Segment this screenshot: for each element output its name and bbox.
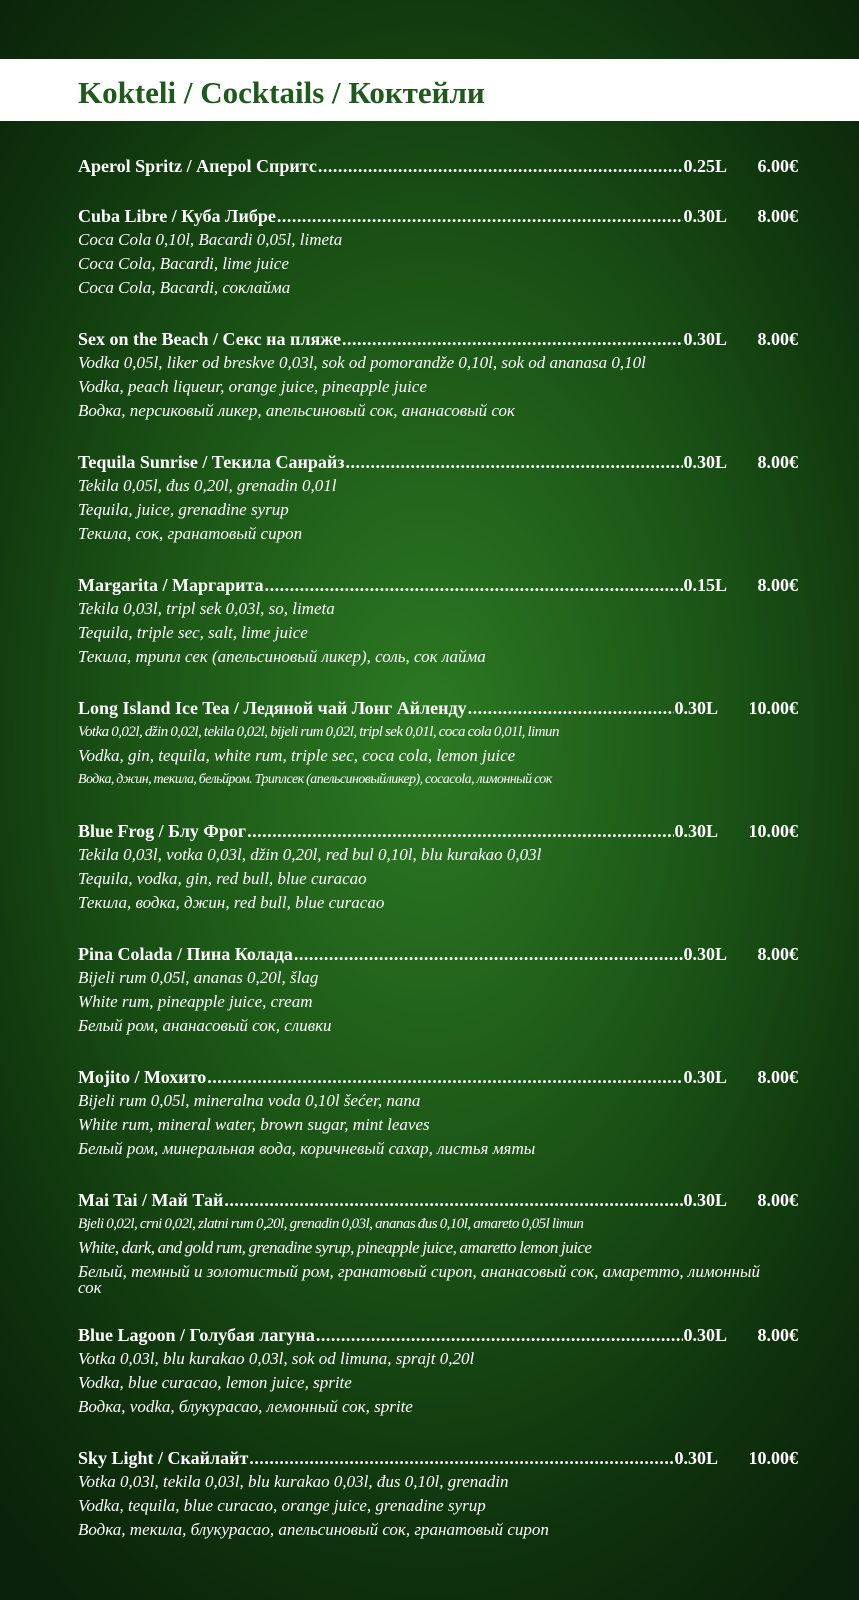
item-price: 10.00€ xyxy=(748,821,798,841)
ingredients-local: Bijeli rum 0,05l, ananas 0,20l, šlag xyxy=(78,968,319,987)
ingredients-english: Vodka, gin, tequila, white rum, triple sec, coca cola, lemon juice xyxy=(78,746,516,765)
menu-item-cuba-libre xyxy=(78,204,798,300)
ingredients-local: Coca Cola 0,10l, Bacardi 0,05l, limeta xyxy=(78,230,343,249)
ingredients-local: Tekila 0,05l, đus 0,20l, grenadin 0,01l xyxy=(78,476,337,495)
item-price: 8.00€ xyxy=(757,452,798,472)
ingredients-russian: Водка, джин, текила, бельйром. Триплсек (апельсиновыйликер), cocacola, лимонный сок xyxy=(78,772,552,787)
menu-item-tequila-sunrise xyxy=(78,450,798,546)
ingredients-local: Votka 0,02l, džin 0,02l, tekila 0,02l, bijeli rum 0,02l, tripl sek 0,01l, coca cola 0,01l, limun xyxy=(78,724,559,740)
ingredients-russian: Белый, темный и золотистый ром, гранатовый сироп, ананасовый сок, амаретто, лимонный сок xyxy=(78,1262,761,1297)
dot-leader xyxy=(247,819,673,843)
ingredients-english: Vodka, tequila, blue curacao, orange juice, grenadine syrup xyxy=(78,1496,486,1515)
menu-item-header xyxy=(78,819,798,843)
ingredients-local: Vodka 0,05l, liker od breskve 0,03l, sok od pomorandže 0,10l, sok od ananasa 0,10l xyxy=(78,353,646,372)
dot-leader xyxy=(207,1065,682,1089)
menu-item-header xyxy=(78,942,798,966)
item-price: 10.00€ xyxy=(748,1448,798,1468)
ingredients-english: Vodka, blue curacao, lemon juice, sprite xyxy=(78,1373,352,1392)
dot-leader xyxy=(318,154,683,178)
ingredients-russian: Текила, сок, гранатовый сироп xyxy=(78,524,303,543)
menu-item-header xyxy=(78,327,798,351)
item-volume: 0.30L xyxy=(674,821,719,841)
menu-item-mai-tai xyxy=(78,1188,798,1296)
dot-leader xyxy=(277,204,683,228)
dot-leader xyxy=(316,1323,683,1347)
ingredients-english: Vodka, peach liqueur, orange juice, pineapple juice xyxy=(78,377,427,396)
ingredients-local: Tekila 0,03l, votka 0,03l, džin 0,20l, red bul 0,10l, blu kurakao 0,03l xyxy=(78,845,542,864)
dot-leader xyxy=(249,1446,673,1470)
ingredients-english: Tequila, juice, grenadine syrup xyxy=(78,500,289,519)
ingredients-english: White, dark, and gold rum, grenadine syrup, pineapple juice, amaretto lemon juice xyxy=(78,1238,592,1257)
page-title: Kokteli / Cocktails / Коктейли xyxy=(78,75,485,110)
menu-item-aperol-spritz xyxy=(78,154,798,178)
dot-leader xyxy=(265,573,683,597)
dot-leader xyxy=(224,1188,682,1212)
item-name: Margarita / Маргарита xyxy=(78,575,264,595)
ingredients-english: Coca Cola, Bacardi, lime juice xyxy=(78,254,289,273)
item-volume: 0.30L xyxy=(674,1448,719,1468)
ingredients-russian: Водка, текила, блукурасао, апельсиновый сок, гранатовый сироп xyxy=(78,1520,549,1539)
menu-item-header xyxy=(78,573,798,597)
item-name: Sky Light / Скайлайт xyxy=(78,1448,249,1468)
item-volume: 0.30L xyxy=(683,1190,728,1210)
menu-item-pina-colada xyxy=(78,942,798,1038)
menu-item-header xyxy=(78,1065,798,1089)
ingredients-english: Tequila, vodka, gin, red bull, blue curacao xyxy=(78,869,367,888)
menu-item-sky-light xyxy=(78,1446,798,1542)
dot-leader xyxy=(342,327,682,351)
menu-item-margarita xyxy=(78,573,798,669)
menu-item-header xyxy=(78,154,798,178)
item-volume: 0.15L xyxy=(683,575,728,595)
item-volume: 0.30L xyxy=(683,1325,728,1345)
ingredients-russian: Текила, водка, джин, red bull, blue curacao xyxy=(78,893,385,912)
dot-leader xyxy=(346,450,683,474)
ingredients-english: White rum, pineapple juice, cream xyxy=(78,992,313,1011)
item-price: 8.00€ xyxy=(757,1067,798,1087)
item-volume: 0.30L xyxy=(683,206,728,226)
ingredients-local: Votka 0,03l, tekila 0,03l, blu kurakao 0,03l, đus 0,10l, grenadin xyxy=(78,1472,509,1491)
item-price: 8.00€ xyxy=(757,329,798,349)
item-name: Sex on the Beach / Секс на пляже xyxy=(78,329,342,349)
item-price: 6.00€ xyxy=(757,156,798,176)
item-name: Mai Tai / Май Тай xyxy=(78,1190,224,1210)
item-volume: 0.30L xyxy=(683,329,728,349)
item-price: 8.00€ xyxy=(757,1190,798,1210)
item-name: Blue Lagoon / Голубая лагуна xyxy=(78,1325,315,1345)
menu-item-blue-frog xyxy=(78,819,798,915)
item-price: 10.00€ xyxy=(748,698,798,718)
item-name: Pina Colada / Пина Колада xyxy=(78,944,293,964)
menu-item-header xyxy=(78,204,798,228)
ingredients-russian: Белый ром, ананасовый сок, сливки xyxy=(78,1016,332,1035)
menu-item-header xyxy=(78,1446,798,1470)
item-volume: 0.30L xyxy=(674,698,719,718)
menu-item-sex-on-the-beach xyxy=(78,327,798,423)
item-volume: 0.30L xyxy=(683,452,728,472)
menu-item-blue-lagoon xyxy=(78,1323,798,1419)
item-name: Blue Frog / Блу Фрог xyxy=(78,821,247,841)
menu-item-header xyxy=(78,450,798,474)
item-name: Mojito / Мохито xyxy=(78,1067,207,1087)
item-price: 8.00€ xyxy=(757,575,798,595)
menu-item-header xyxy=(78,1188,798,1212)
item-name: Tequila Sunrise / Текила Санрайз xyxy=(78,452,345,472)
ingredients-english: White rum, mineral water, brown sugar, mint leaves xyxy=(78,1115,430,1134)
item-price: 8.00€ xyxy=(757,206,798,226)
ingredients-local: Tekila 0,03l, tripl sek 0,03l, so, limeta xyxy=(78,599,335,618)
dot-leader xyxy=(294,942,683,966)
item-volume: 0.30L xyxy=(683,944,728,964)
ingredients-english: Tequila, triple sec, salt, lime juice xyxy=(78,623,308,642)
ingredients-russian: Водка, vodka, блукурасао, лемонный сок, sprite xyxy=(78,1397,413,1416)
item-name: Long Island Ice Tea / Ледяной чай Лонг Айленду xyxy=(78,698,467,718)
item-name: Aperol Spritz / Апероl Спритс xyxy=(78,156,317,176)
ingredients-russian: Водка, персиковый ликер, апельсиновый сок, ананасовый сок xyxy=(78,401,515,420)
cocktail-menu xyxy=(78,154,798,1569)
menu-item-header xyxy=(78,696,798,720)
item-price: 8.00€ xyxy=(757,1325,798,1345)
item-volume: 0.25L xyxy=(683,156,728,176)
ingredients-local: Bjeli 0,02l, crni 0,02l, zlatni rum 0,20l, grenadin 0,03l, ananas đus 0,10l, amareto 0,05l limun xyxy=(78,1216,584,1232)
item-price: 8.00€ xyxy=(757,944,798,964)
ingredients-local: Bijeli rum 0,05l, mineralna voda 0,10l šećer, nana xyxy=(78,1091,421,1110)
dot-leader xyxy=(468,696,674,720)
ingredients-local: Votka 0,03l, blu kurakao 0,03l, sok od limuna, sprajt 0,20l xyxy=(78,1349,475,1368)
item-name: Cuba Libre / Куба Либре xyxy=(78,206,276,226)
ingredients-russian: Белый ром, минеральная вода, коричневый сахар, листья мяты xyxy=(78,1139,536,1158)
menu-item-header xyxy=(78,1323,798,1347)
ingredients-russian: Coca Cola, Bacardi, соклайма xyxy=(78,278,291,297)
menu-item-mojito xyxy=(78,1065,798,1161)
item-volume: 0.30L xyxy=(683,1067,728,1087)
menu-item-long-island-ice-tea xyxy=(78,696,798,792)
ingredients-russian: Текила, трипл сек (апельсиновый ликер), соль, сок лайма xyxy=(78,647,486,666)
